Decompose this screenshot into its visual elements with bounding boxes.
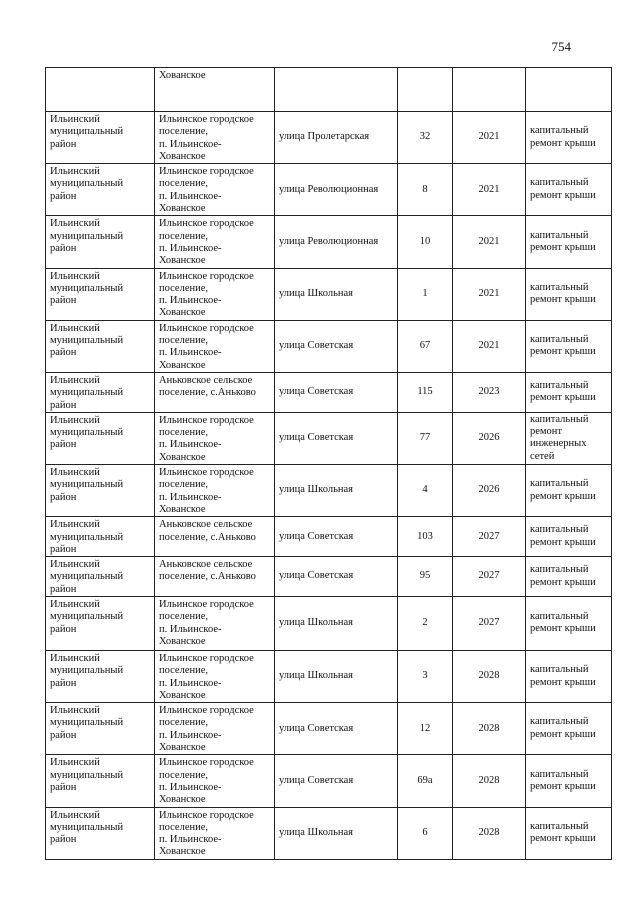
district-cell-text: Ильинский муниципальный район — [50, 166, 124, 202]
house-number-cell — [398, 465, 453, 517]
house-number-cell-text: 103 — [417, 530, 433, 542]
table-row — [46, 268, 612, 320]
district-cell — [46, 807, 155, 859]
street-cell-text: улица Революционная — [279, 235, 379, 247]
year-cell-text: 2021 — [478, 131, 500, 143]
work-type-cell — [526, 68, 612, 112]
work-type-cell-text: капитальный ремонт инженерных сетей — [530, 413, 589, 462]
settlement-cell-text: Ильинское городское поселение, п. Ильинское- Хованское — [159, 322, 254, 371]
year-cell — [453, 807, 526, 859]
house-number-cell — [398, 320, 453, 372]
street-cell-text: улица Советская — [279, 386, 354, 398]
district-cell — [46, 465, 155, 517]
year-cell-text: 2021 — [478, 235, 500, 247]
settlement-cell-text: Аньковское сельское поселение, с.Аньково — [159, 374, 256, 399]
settlement-cell-text: Ильинское городское поселение, п. Ильинское- Хованское — [159, 705, 254, 754]
house-number-cell — [398, 557, 453, 597]
table-row — [46, 465, 612, 517]
street-cell-text: улица Советская — [279, 530, 354, 542]
house-number-cell-text: 69а — [417, 774, 433, 786]
district-cell-text: Ильинский муниципальный район — [50, 519, 124, 555]
work-type-cell — [526, 112, 612, 164]
settlement-cell-text: Ильинское городское поселение, п. Ильинское- Хованское — [159, 114, 254, 162]
street-cell — [275, 112, 398, 164]
street-cell — [275, 557, 398, 597]
district-cell — [46, 650, 155, 702]
table-row — [46, 650, 612, 702]
year-cell-text: 2028 — [478, 670, 500, 682]
settlement-cell — [155, 320, 275, 372]
street-cell-text: улица Школьная — [279, 288, 353, 299]
street-cell-text: улица Советская — [279, 774, 354, 786]
settlement-cell-text: Ильинское городское поселение, п. Ильинское- Хованское — [159, 270, 254, 319]
street-cell — [275, 517, 398, 557]
year-cell-text: 2021 — [478, 183, 500, 195]
table-row — [46, 703, 612, 755]
work-type-cell-text: капитальный ремонт крыши — [530, 229, 596, 253]
settlement-cell — [155, 755, 275, 807]
work-type-cell-text: капитальный ремонт крыши — [530, 820, 596, 845]
work-type-cell — [526, 755, 612, 807]
district-cell-text: Ильинский муниципальный район — [50, 705, 124, 741]
district-cell-text: Ильинский муниципальный район — [50, 270, 124, 307]
settlement-cell-text: Ильинское городское поселение, п. Ильинское- Хованское — [159, 467, 254, 515]
house-number-cell-text: 10 — [419, 235, 431, 247]
year-cell-text: 2028 — [478, 826, 500, 838]
house-number-cell-text: 12 — [419, 722, 431, 734]
district-cell — [46, 164, 155, 216]
year-cell-text: 2027 — [478, 570, 500, 582]
district-cell — [46, 703, 155, 755]
district-cell — [46, 68, 155, 112]
work-type-cell-text: капитальный ремонт крыши — [530, 380, 596, 404]
house-number-cell-text: 2 — [422, 617, 428, 629]
house-number-cell-text: 77 — [419, 432, 431, 444]
house-number-cell — [398, 68, 453, 112]
settlement-cell-text: Ильинское городское поселение, п. Ильинское- Хованское — [159, 757, 254, 806]
year-cell — [453, 703, 526, 755]
house-number-cell-text: 32 — [419, 131, 431, 143]
house-number-cell-text: 8 — [422, 183, 428, 195]
year-cell-text: 2028 — [478, 774, 500, 786]
house-number-cell — [398, 412, 453, 464]
work-type-cell — [526, 703, 612, 755]
table-row — [46, 517, 612, 557]
year-cell-text: 2028 — [478, 722, 500, 734]
repair-schedule-table — [45, 67, 612, 860]
work-type-cell-text: капитальный ремонт крыши — [530, 281, 596, 306]
street-cell — [275, 755, 398, 807]
work-type-cell — [526, 596, 612, 650]
street-cell-text: улица Советская — [279, 722, 354, 734]
house-number-cell-text: 95 — [419, 570, 431, 582]
settlement-cell-text: Аньковское сельское поселение, с.Аньково — [159, 519, 256, 543]
settlement-cell — [155, 465, 275, 517]
street-cell — [275, 216, 398, 268]
year-cell-text: 2021 — [478, 288, 500, 299]
district-cell — [46, 755, 155, 807]
settlement-cell — [155, 596, 275, 650]
street-cell-text: улица Школьная — [279, 484, 353, 496]
settlement-cell-text: Хованское — [159, 70, 206, 81]
settlement-cell — [155, 112, 275, 164]
year-cell — [453, 68, 526, 112]
district-cell — [46, 320, 155, 372]
settlement-cell — [155, 216, 275, 268]
work-type-cell — [526, 268, 612, 320]
house-number-cell — [398, 703, 453, 755]
year-cell-text: 2027 — [478, 530, 500, 542]
table-row — [46, 557, 612, 597]
year-cell-text: 2027 — [478, 617, 500, 629]
house-number-cell — [398, 268, 453, 320]
district-cell-text: Ильинский муниципальный район — [50, 559, 124, 595]
street-cell — [275, 68, 398, 112]
table-row — [46, 216, 612, 268]
settlement-cell-text: Ильинское городское поселение, п. Ильинское- Хованское — [159, 598, 254, 647]
work-type-cell — [526, 412, 612, 464]
table-row — [46, 412, 612, 464]
table-row — [46, 807, 612, 859]
table-row — [46, 372, 612, 412]
work-type-cell — [526, 807, 612, 859]
year-cell-text: 2026 — [478, 484, 500, 496]
house-number-cell — [398, 650, 453, 702]
year-cell — [453, 412, 526, 464]
street-cell-text: улица Школьная — [279, 617, 353, 629]
year-cell — [453, 268, 526, 320]
street-cell — [275, 650, 398, 702]
house-number-cell — [398, 164, 453, 216]
work-type-cell-text: капитальный ремонт крыши — [530, 664, 596, 688]
street-cell — [275, 372, 398, 412]
work-type-cell-text: капитальный ремонт крыши — [530, 334, 596, 358]
district-cell-text: Ильинский муниципальный район — [50, 414, 124, 451]
street-cell-text: улица Пролетарская — [279, 131, 370, 143]
settlement-cell — [155, 372, 275, 412]
street-cell-text: улица Революционная — [279, 183, 379, 195]
street-cell-text: улица Школьная — [279, 826, 353, 838]
house-number-cell — [398, 216, 453, 268]
district-cell — [46, 412, 155, 464]
settlement-cell-text: Ильинское городское поселение, п. Ильинское- Хованское — [159, 166, 254, 215]
district-cell-text: Ильинский муниципальный район — [50, 652, 124, 689]
year-cell — [453, 164, 526, 216]
work-type-cell-text: капитальный ремонт крыши — [530, 125, 596, 149]
house-number-cell — [398, 596, 453, 650]
work-type-cell — [526, 164, 612, 216]
year-cell-text: 2026 — [478, 432, 500, 444]
year-cell — [453, 557, 526, 597]
work-type-cell — [526, 650, 612, 702]
work-type-cell-text: капитальный ремонт крыши — [530, 716, 596, 740]
district-cell — [46, 268, 155, 320]
district-cell — [46, 596, 155, 650]
district-cell — [46, 112, 155, 164]
settlement-cell-text: Аньковское сельское поселение, с.Аньково — [159, 559, 256, 583]
house-number-cell-text: 6 — [422, 826, 428, 838]
work-type-cell-text: капитальный ремонт крыши — [530, 768, 596, 792]
work-type-cell-text: капитальный ремонт крыши — [530, 478, 596, 502]
street-cell — [275, 807, 398, 859]
settlement-cell — [155, 517, 275, 557]
house-number-cell-text: 115 — [417, 386, 433, 398]
work-type-cell-text: капитальный ремонт крыши — [530, 177, 596, 201]
year-cell — [453, 650, 526, 702]
year-cell — [453, 320, 526, 372]
work-type-cell — [526, 517, 612, 557]
settlement-cell — [155, 68, 275, 112]
house-number-cell-text: 3 — [422, 670, 428, 682]
work-type-cell — [526, 372, 612, 412]
district-cell-text: Ильинский муниципальный район — [50, 374, 124, 411]
year-cell — [453, 755, 526, 807]
street-cell — [275, 703, 398, 755]
table-row — [46, 320, 612, 372]
house-number-cell — [398, 372, 453, 412]
work-type-cell — [526, 465, 612, 517]
year-cell-text: 2021 — [478, 340, 500, 352]
street-cell-text: улица Советская — [279, 570, 354, 582]
district-cell — [46, 372, 155, 412]
settlement-cell-text: Ильинское городское поселение, п. Ильинское- Хованское — [159, 809, 254, 858]
table-row — [46, 164, 612, 216]
house-number-cell-text: 67 — [419, 340, 431, 352]
district-cell — [46, 216, 155, 268]
district-cell-text: Ильинский муниципальный район — [50, 322, 124, 359]
district-cell — [46, 517, 155, 557]
house-number-cell — [398, 517, 453, 557]
table-row — [46, 596, 612, 650]
district-cell-text: Ильинский муниципальный район — [50, 757, 124, 793]
year-cell — [453, 112, 526, 164]
settlement-cell — [155, 650, 275, 702]
street-cell-text: улица Школьная — [279, 670, 353, 682]
house-number-cell-text: 4 — [422, 484, 428, 496]
house-number-cell — [398, 807, 453, 859]
district-cell-text: Ильинский муниципальный район — [50, 218, 124, 254]
district-cell-text: Ильинский муниципальный район — [50, 467, 124, 503]
street-cell — [275, 465, 398, 517]
settlement-cell — [155, 557, 275, 597]
street-cell — [275, 320, 398, 372]
work-type-cell — [526, 320, 612, 372]
street-cell — [275, 268, 398, 320]
year-cell — [453, 372, 526, 412]
district-cell-text: Ильинский муниципальный район — [50, 114, 124, 150]
settlement-cell — [155, 412, 275, 464]
street-cell — [275, 412, 398, 464]
settlement-cell — [155, 703, 275, 755]
district-cell-text: Ильинский муниципальный район — [50, 809, 124, 846]
house-number-cell-text: 1 — [422, 288, 428, 299]
settlement-cell-text: Ильинское городское поселение, п. Ильинское- Хованское — [159, 218, 254, 267]
year-cell — [453, 216, 526, 268]
settlement-cell — [155, 807, 275, 859]
table-row — [46, 755, 612, 807]
year-cell — [453, 517, 526, 557]
table-body — [46, 68, 612, 860]
year-cell — [453, 596, 526, 650]
work-type-cell — [526, 557, 612, 597]
settlement-cell — [155, 268, 275, 320]
year-cell — [453, 465, 526, 517]
street-cell — [275, 164, 398, 216]
page-number: 754 — [551, 39, 571, 54]
district-cell-text: Ильинский муниципальный район — [50, 598, 124, 635]
house-number-cell — [398, 112, 453, 164]
street-cell-text: улица Советская — [279, 432, 354, 444]
work-type-cell — [526, 216, 612, 268]
table-row — [46, 68, 612, 112]
work-type-cell-text: капитальный ремонт крыши — [530, 524, 596, 548]
work-type-cell-text: капитальный ремонт крыши — [530, 564, 596, 588]
work-type-cell-text: капитальный ремонт крыши — [530, 611, 596, 635]
street-cell — [275, 596, 398, 650]
district-cell — [46, 557, 155, 597]
table-row — [46, 112, 612, 164]
settlement-cell-text: Ильинское городское поселение, п. Ильинское- Хованское — [159, 652, 254, 701]
settlement-cell-text: Ильинское городское поселение, п. Ильинское- Хованское — [159, 414, 254, 463]
house-number-cell — [398, 755, 453, 807]
year-cell-text: 2023 — [478, 386, 500, 398]
settlement-cell — [155, 164, 275, 216]
street-cell-text: улица Советская — [279, 340, 354, 352]
